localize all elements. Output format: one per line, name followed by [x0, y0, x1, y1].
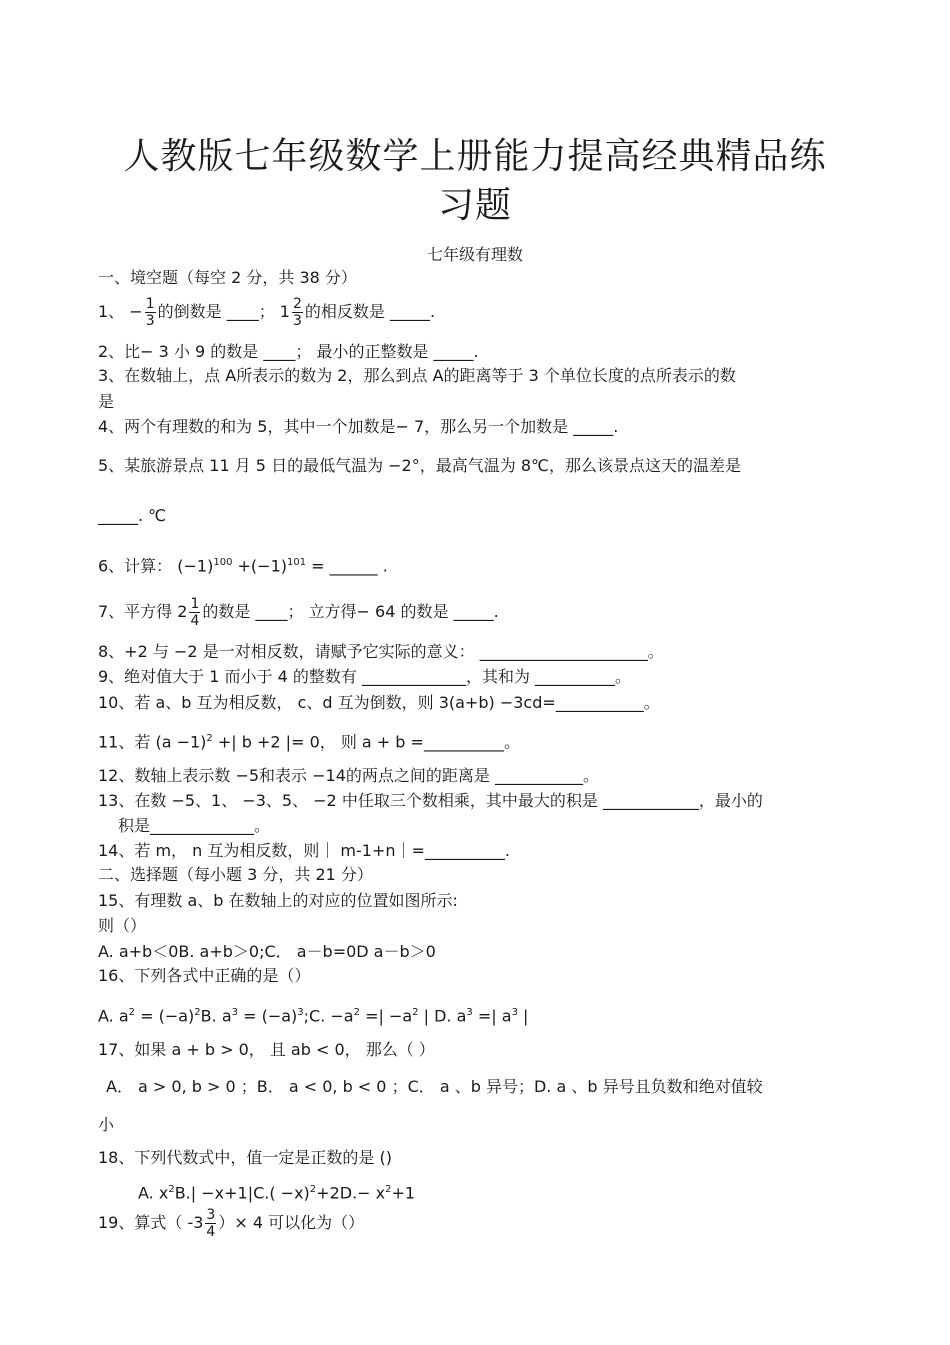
question-17: 17、如果 a + b > 0， 且 ab < 0， 那么（ ） — [98, 1040, 435, 1059]
question-13-line1: 13、在数 −5、1、 −3、5、 −2 中任取三个数相乘，其中最大的积是 ____________，最小的 — [98, 791, 763, 810]
question-14: 14、若 m， n 互为相反数，则｜ m-1+n｜=__________. — [98, 841, 511, 860]
q11-text-a: 11、若 (a −1) — [98, 732, 207, 752]
question-9: 9、绝对值大于 1 而小于 4 的整数有 _____________，其和为 __________。 — [98, 667, 632, 686]
q18-exp-2: 2 — [309, 1184, 317, 1195]
subtitle: 七年级有理数 — [426, 245, 523, 264]
section-fill-blank-heading: 一、境空题（每空 2 分，共 38 分） — [98, 268, 357, 287]
q16-exp-4: 3 — [297, 1007, 304, 1018]
question-19 — [98, 1207, 364, 1240]
q18-exp-1: 2 — [168, 1184, 175, 1195]
q19-fraction — [205, 1207, 216, 1240]
question-13-line2: 积是_____________。 — [118, 816, 271, 835]
q16-opt-text-i: | — [517, 1006, 529, 1026]
question-15-line2: 则（） — [98, 916, 147, 935]
question-1 — [98, 296, 435, 329]
q19-fraction-numerator: 3 — [206, 1207, 216, 1223]
q1-fraction-1-numerator: 1 — [145, 296, 155, 312]
question-15-options: A. a+b＜0B. a+b＞0;C． a－b=0D a－b＞0 — [98, 942, 436, 961]
question-5-line1: 5、某旅游景点 11 月 5 日的最低气温为 −2°，最高气温为 8℃，那么该景点这天的温差是 — [98, 456, 741, 475]
q11-text-b: +| b +2 |= 0， 则 a + b =__________。 — [212, 732, 520, 752]
q16-exp-7: 3 — [466, 1007, 473, 1018]
q16-exp-1: 2 — [128, 1007, 136, 1018]
q1-fraction-2-denominator: 3 — [292, 313, 302, 329]
q6-text-a: 6、计算： (−1) — [98, 556, 214, 576]
q7-text-a: 7、平方得 2 — [98, 602, 188, 621]
q16-opt-text-a: A. a — [98, 1006, 129, 1026]
q16-exp-2: 2 — [194, 1007, 201, 1018]
q16-opt-text-g: | D. a — [418, 1006, 467, 1026]
section-choice-heading: 二、选择题（每小题 3 分，共 21 分） — [98, 865, 373, 884]
question-11 — [98, 729, 520, 752]
question-18: 18、下列代数式中，值一定是正数的是 () — [98, 1148, 392, 1167]
q1-fraction-2-numerator: 2 — [292, 296, 302, 312]
q16-exp-6: 2 — [412, 1007, 419, 1018]
question-4: 4、两个有理数的和为 5，其中一个加数是− 7，那么另一个加数是 _____. — [98, 417, 619, 436]
q7-fraction-denominator: 4 — [190, 613, 200, 629]
q1-fraction-1-denominator: 3 — [145, 313, 155, 329]
q1-fraction-2 — [292, 296, 303, 329]
question-3-line2: 是 — [98, 392, 115, 411]
q18-opt-text-d: +1 — [391, 1183, 416, 1203]
q6-exponent-2: 101 — [287, 557, 307, 568]
question-7 — [98, 596, 499, 629]
q19-text-b: ）× 4 可以化为（） — [218, 1213, 365, 1232]
q1-text-b: 的倒数是 ____； 1 — [157, 302, 290, 321]
q16-opt-text-f: =| −a — [359, 1006, 413, 1026]
q16-exp-3: 3 — [231, 1007, 238, 1018]
document-title-line1: 人教版七年级数学上册能力提高经典精品练 — [123, 136, 827, 177]
q16-opt-text-d: = (−a) — [238, 1006, 298, 1026]
q16-opt-text-h: =| a — [472, 1006, 512, 1026]
q6-exponent-1: 100 — [213, 557, 233, 568]
q1-text-a: 1、 − — [98, 302, 143, 321]
q6-text-b: +(−1) — [232, 556, 287, 576]
q16-opt-text-b: = (−a) — [135, 1006, 195, 1026]
q1-fraction-1 — [145, 296, 156, 329]
q16-exp-8: 3 — [511, 1007, 518, 1018]
q19-fraction-denominator: 4 — [206, 1224, 216, 1240]
q7-fraction-numerator: 1 — [190, 596, 200, 612]
document-title-line2: 习题 — [437, 185, 512, 226]
question-12: 12、数轴上表示数 −5和表示 −14的两点之间的距离是 ___________。 — [98, 766, 599, 785]
question-16-options — [98, 1003, 528, 1026]
q16-opt-text-c: B. a — [200, 1006, 232, 1026]
question-2: 2、比− 3 小 9 的数是 ____； 最小的正整数是 _____. — [98, 342, 479, 361]
q7-fraction — [189, 596, 200, 629]
q18-opt-text-c: +2D.− x — [316, 1183, 386, 1203]
question-18-options — [138, 1180, 415, 1203]
question-17-options-line2: 小 — [98, 1115, 115, 1134]
q7-text-b: 的数是 ____； 立方得− 64 的数是 _____. — [202, 602, 499, 621]
q16-exp-5: 2 — [353, 1007, 360, 1018]
q11-exponent: 2 — [206, 733, 213, 744]
question-6 — [98, 553, 388, 576]
question-15-line1: 15、有理数 a、b 在数轴上的对应的位置如图所示: — [98, 891, 458, 910]
question-3-line1: 3、在数轴上，点 A所表示的数为 2，那么到点 A的距离等于 3 个单位长度的点所表示的数 — [98, 366, 736, 385]
q1-text-c: 的相反数是 _____. — [304, 302, 436, 321]
q16-opt-text-e: ;C. −a — [303, 1006, 354, 1026]
question-5-line2: _____. ℃ — [98, 506, 167, 525]
question-16: 16、下列各式中正确的是（） — [98, 966, 311, 985]
q18-exp-3: 2 — [385, 1184, 392, 1195]
question-10: 10、若 a、b 互为相反数， c、d 互为倒数，则 3(a+b) −3cd=___________。 — [98, 693, 660, 712]
q18-opt-text-b: B.| −x+1|C.( −x) — [174, 1183, 310, 1203]
q19-text-a: 19、算式（ -3 — [98, 1213, 204, 1232]
q18-opt-text-a: A. x — [138, 1183, 169, 1203]
question-17-options-line1: A． a > 0, b > 0 ；B． a < 0, b < 0 ；C． a 、b 异号；D. a 、b 异号且负数和绝对值较 — [106, 1077, 763, 1096]
q6-text-c: = ______ . — [306, 556, 388, 576]
question-8: 8、+2 与 −2 是一对相反数，请赋予它实际的意义： _____________________。 — [98, 642, 664, 661]
